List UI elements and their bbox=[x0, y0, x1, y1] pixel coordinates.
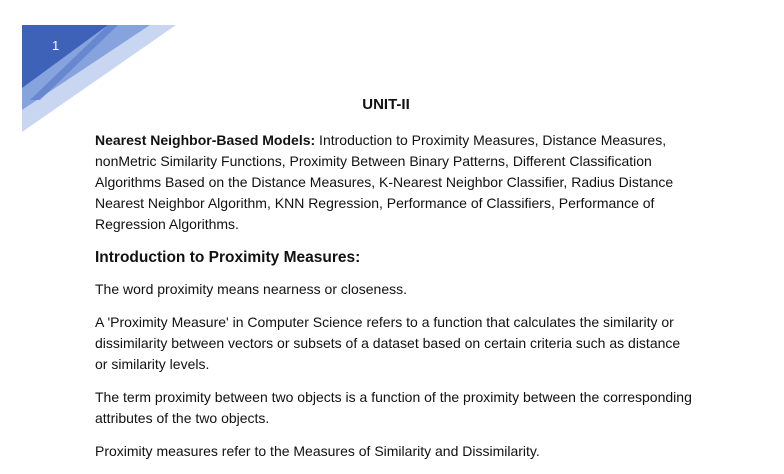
section-heading: Introduction to Proximity Measures: bbox=[95, 249, 361, 266]
paragraph-3: The term proximity between two objects is a function of the proximity between the corresponding attributes of the two objects. bbox=[95, 389, 692, 426]
document-title: UNIT-II bbox=[362, 96, 410, 113]
paragraph-4: Proximity measures refer to the Measures of Similarity and Dissimilarity. bbox=[95, 443, 540, 459]
corner-decoration bbox=[0, 0, 200, 140]
syllabus-label: Nearest Neighbor-Based Models: bbox=[95, 132, 316, 148]
syllabus-paragraph bbox=[95, 130, 695, 235]
paragraph-1: The word proximity means nearness or closeness. bbox=[95, 281, 408, 297]
syllabus-text: Introduction to Proximity Measures, Distance Measures, nonMetric Similarity Functions, Proximity Between Binary Patterns, Different Classification Algorithms Based on the Distance Measures, K-Nearest Neighbor Classifier, Radius Distance Nearest Neighbor Algorithm, KNN Regression, Performance of Classifiers, Performance of Regression Algorithms. bbox=[95, 132, 674, 232]
paragraph-2: A 'Proximity Measure' in Computer Science refers to a function that calculates the similarity or dissimilarity between vectors or subsets of a dataset based on certain criteria such as distance or similarity levels. bbox=[95, 314, 681, 372]
page-number: 1 bbox=[52, 38, 60, 53]
document-body bbox=[95, 130, 695, 474]
